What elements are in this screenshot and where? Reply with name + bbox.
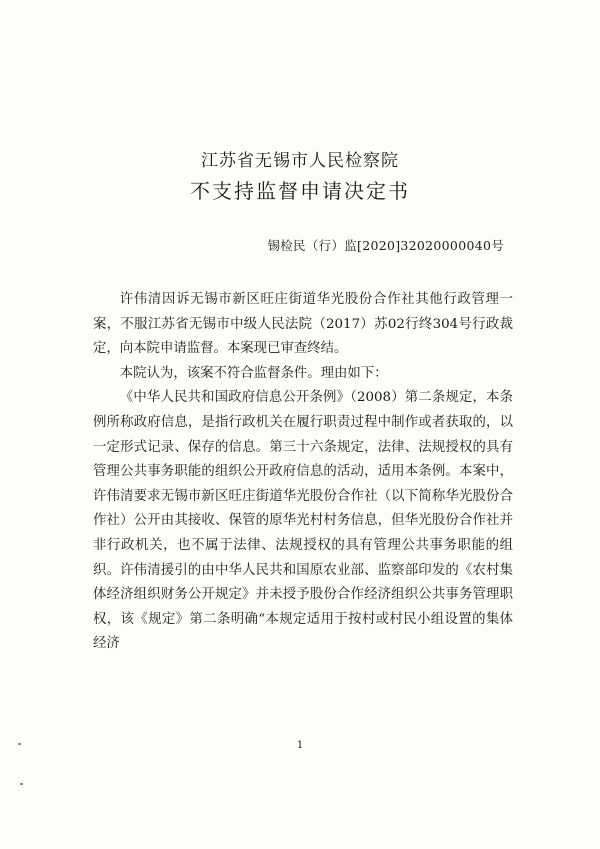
paragraph-reasoning: 《中华人民共和国政府信息公开条例》（2008）第二条规定，本条例所称政府信息，是指行政机关在履行职责过程中制作或者获取的，以一定形式记录、保存的信息。第三十六条规定，法律、法规授权的具有管理公共事务职能的组织公开政府信息的活动，适用本条例。本案中，许伟清要求无锡市新区旺庄街道华光股份合作社（以下简称华光股份合作社）公开由其接收、保管的原华光村村务信息，但华光股份合作社并非行政机关，也不属于法律、法规授权的具有管理公共事务职能的组织。许伟清援引的由中华人民共和国原农业部、监察部印发的《农村集体经济组织财务公开规定》并未授予股份合作经济组织公共事务管理职权，该《规定》第二条明确“本规定适用于按村或村民小组设置的集体经济: [93, 390, 513, 652]
document-body: [93, 288, 513, 657]
issuing-organization: 江苏省无锡市人民检察院: [201, 151, 399, 171]
paragraph-case-summary: 许伟清因诉无锡市新区旺庄街道华光股份合作社其他行政管理一案，不服江苏省无锡市中级人民法院（2017）苏02行终304号行政裁定，向本院申请监督。本案现已审查终结。: [93, 292, 513, 357]
document-number: 锡检民（行）监[2020]32020000040号: [267, 238, 504, 253]
page-number: 1: [296, 740, 304, 751]
scan-speck: [18, 743, 21, 745]
paragraph-opinion: 本院认为，该案不符合监督条件。理由如下：: [119, 365, 388, 381]
document-title: 不支持监督申请决定书: [190, 179, 410, 203]
scan-speck: [20, 783, 23, 785]
